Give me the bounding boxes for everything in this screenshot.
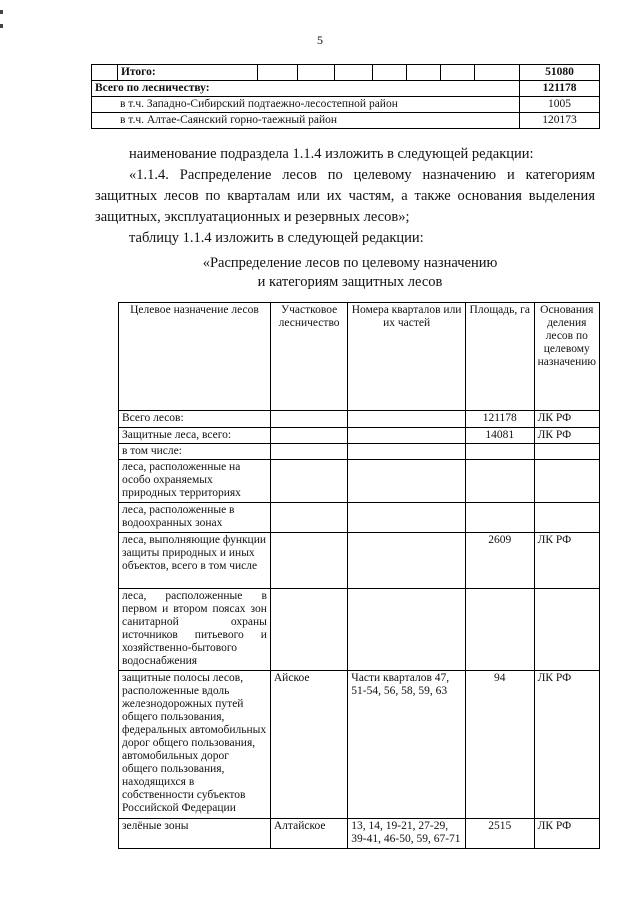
row-area: 2515 [465,819,534,849]
header-quarters: Номера кварталов или их частей [348,303,466,411]
row-basis: ЛК РФ [534,819,599,849]
table-cell [441,65,475,81]
table-row [119,819,600,849]
table-cell [92,65,118,81]
row-purpose: зелёные зоны [119,819,271,849]
row-basis: ЛК РФ [534,671,599,819]
header-area: Площадь, га [465,303,534,411]
row-area [465,460,534,503]
header-purpose: Целевое назначение лесов [119,303,271,411]
scan-edge-mark [0,24,3,28]
row-quarters [348,411,466,428]
row-forestry [270,460,347,503]
table-cell [297,65,335,81]
row-forestry [270,533,347,589]
page-number: 5 [317,33,323,47]
row-quarters [348,460,466,503]
row-purpose: в том числе: [119,444,271,460]
district-value: 1005 [520,97,600,113]
table-cell [335,65,373,81]
row-quarters: 13, 14, 19-21, 27-29, 39-41, 46-50, 59, 67-71 [348,819,466,849]
paragraph-table-instruction: таблицу 1.1.4 изложить в следующей редакции: [129,230,424,246]
row-quarters [348,589,466,671]
table-cell [407,65,441,81]
table-row [119,503,600,533]
row-basis [534,460,599,503]
table-cell [257,65,297,81]
table-header-row [119,303,600,411]
forest-totals-table [91,64,600,129]
row-purpose: леса, расположенные в водоохранных зонах [119,503,271,533]
forestry-total-label: Всего по лесничеству: [92,81,520,97]
total-value: 51080 [520,65,600,81]
district-label [92,113,520,129]
row-basis [534,503,599,533]
row-forestry: Алтайское [270,819,347,849]
forestry-total-value: 121178 [520,81,600,97]
table-title-line-2: и категориям защитных лесов [257,274,443,290]
header-forestry: Участковое лесничество [270,303,347,411]
row-basis: ЛК РФ [534,411,599,428]
row-purpose: Защитные леса, всего: [119,428,271,444]
table-title-line-1: «Распределение лесов по целевому назначению [202,255,498,271]
paragraph-subsection-name: наименование подраздела 1.1.4 изложить в следующей редакции: [129,146,534,162]
scan-edge-mark [0,10,3,14]
district-value: 120173 [520,113,600,129]
header-basis: Основания деления лесов по целевому назначению [534,303,599,411]
row-quarters [348,444,466,460]
row-basis: ЛК РФ [534,428,599,444]
row-basis: ЛК РФ [534,533,599,589]
forest-distribution-table [118,302,600,849]
row-purpose: леса, расположенные в первом и втором поясах зон санитарной охраны источников питьевого и хозяйственно-бытового водоснабжения [119,589,271,671]
row-purpose: леса, расположенные на особо охраняемых природных территориях [119,460,271,503]
district-label [92,97,520,113]
row-basis [534,589,599,671]
district-label-text: в т.ч. Алтае-Саянский горно-таежный район [120,114,338,126]
row-area [465,589,534,671]
row-quarters [348,503,466,533]
table-row [119,428,600,444]
table-row [119,589,600,671]
district-label-text: в т.ч. Западно-Сибирский подтаежно-лесостепной район [120,98,398,110]
row-purpose: леса, выполняющие функции защиты природных и иных объектов, всего в том числе [119,533,271,589]
row-purpose: Всего лесов: [119,411,271,428]
table-row [92,65,600,81]
table-row [119,460,600,503]
total-label: Итого: [117,65,257,81]
table-row [92,97,600,113]
row-basis [534,444,599,460]
table-cell [373,65,407,81]
table-row [119,533,600,589]
row-quarters [348,428,466,444]
row-quarters [348,533,466,589]
row-area: 94 [465,671,534,819]
row-forestry [270,503,347,533]
table-row [92,113,600,129]
row-forestry [270,444,347,460]
table-cell [475,65,520,81]
row-forestry [270,428,347,444]
row-forestry: Айское [270,671,347,819]
table-row [119,671,600,819]
row-area: 2609 [465,533,534,589]
row-quarters: Части кварталов 47, 51-54, 56, 58, 59, 63 [348,671,466,819]
row-area [465,444,534,460]
paragraph-subsection-title: «1.1.4. Распределение лесов по целевому назначению и категориям защитных лесов по кварталам или их частям, а также основания выделения защитных, эксплуатационных и резервных лесов»; [95,167,595,225]
table-row [92,81,600,97]
row-area: 121178 [465,411,534,428]
table-row [119,444,600,460]
row-forestry [270,411,347,428]
row-forestry [270,589,347,671]
row-purpose: защитные полосы лесов, расположенные вдоль железнодорожных путей общего пользования, федеральных автомобильных дорог общего пользования, автомобильных дорог общего пользования, находящихся в собственности субъектов Российской Федерации [119,671,271,819]
table-row [119,411,600,428]
row-area [465,503,534,533]
row-area: 14081 [465,428,534,444]
